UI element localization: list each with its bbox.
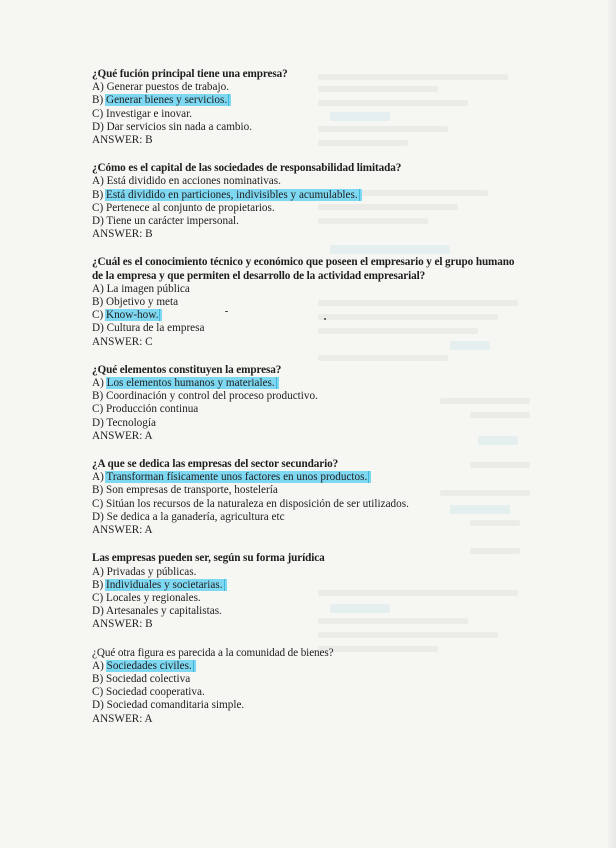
option-d: D) Se dedica a la ganadería, agricultura etc [92,510,285,523]
option-c: C) Sitúan los recursos de la naturaleza en disposición de ser utilizados. [92,497,409,510]
option-b: B) Individuales y societarias. [92,578,223,591]
highlighted-answer: Transforman físicamente unos factores en unos productos. [106,471,368,484]
option-c: C) Know-how. [92,309,159,322]
answer-line: ANSWER: B [92,228,153,241]
question-text: ¿Qué otra figura es parecida a la comunidad de bienes? [92,646,334,659]
question-block-5 [92,458,522,537]
answer-line: ANSWER: A [92,712,153,725]
question-text: ¿Qué elementos constituyen la empresa? [92,363,282,376]
option-d: D) Cultura de la empresa [92,322,205,335]
highlighted-answer: Generar bienes y servicios. [105,94,228,107]
answer-line: ANSWER: C [92,335,153,348]
option-c: C) Locales y regionales. [92,591,201,604]
option-a: A) Transforman físicamente unos factores en unos productos. [92,471,368,484]
option-c: C) Pertenece al conjunto de propietarios. [92,201,275,214]
question-text: ¿Cuál es el conocimiento técnico y económico que poseen el empresario y el grupo humano de la empresa y que permiten el desarrollo de la actividad empresarial? [92,256,515,282]
question-block-2 [92,162,522,241]
question-text: ¿Qué fución principal tiene una empresa? [92,68,288,80]
question-text: Las empresas pueden ser, según su forma jurídica [92,552,325,565]
question-block-6 [92,552,522,631]
option-b: B) Sociedad colectiva [92,672,191,685]
option-b: B) Generar bienes y servicios. [92,94,228,107]
question-block-3 [92,256,522,348]
scan-speck [225,311,228,312]
option-d: D) Tecnología [92,416,156,429]
option-a: A) Generar puestos de trabajo. [92,81,229,94]
option-b: B) Está dividido en particiones, indivisibles y acumulables. [92,188,358,201]
option-a: A) Los elementos humanos y materiales. [92,377,275,390]
option-a: A) La imagen pública [92,282,190,295]
option-d: D) Artesanales y capitalistas. [92,605,222,618]
option-c: C) Producción continua [92,403,199,416]
option-b: B) Coordinación y control del proceso productivo. [92,390,318,403]
option-d: D) Sociedad comanditaria simple. [92,699,245,712]
quiz-document [92,68,522,741]
option-b: B) Objetivo y meta [92,296,179,309]
option-c: C) Sociedad cooperativa. [92,686,205,699]
answer-line: ANSWER: B [92,618,153,631]
question-block-1 [92,68,522,147]
highlighted-answer: Individuales y societarias. [105,578,223,591]
highlighted-answer: Sociedades civiles. [106,659,192,672]
option-a: A) Está dividido en acciones nominativas. [92,175,281,188]
highlighted-answer: Know-how. [105,309,159,322]
question-text: ¿A que se dedica las empresas del sector secundario? [92,458,339,471]
option-b: B) Son empresas de transporte, hostelería [92,484,278,497]
answer-line: ANSWER: B [92,134,153,147]
option-a: A) Sociedades civiles. [92,659,192,672]
question-block-7 [92,647,522,726]
question-block-4 [92,364,522,443]
option-a: A) Privadas y públicas. [92,565,197,578]
option-d: D) Tiene un carácter impersonal. [92,215,239,228]
highlighted-answer: Los elementos humanos y materiales. [106,377,275,390]
question-text: ¿Cómo es el capital de las sociedades de responsabilidad limitada? [92,162,402,175]
option-d: D) Dar servicios sin nada a cambio. [92,120,252,133]
scan-speck [324,318,326,320]
answer-line: ANSWER: A [92,524,153,537]
answer-line: ANSWER: A [92,429,153,442]
page-edge-shadow [606,0,616,848]
highlighted-answer: Está dividido en particiones, indivisibles y acumulables. [105,188,358,201]
option-c: C) Investigar e inovar. [92,107,193,120]
